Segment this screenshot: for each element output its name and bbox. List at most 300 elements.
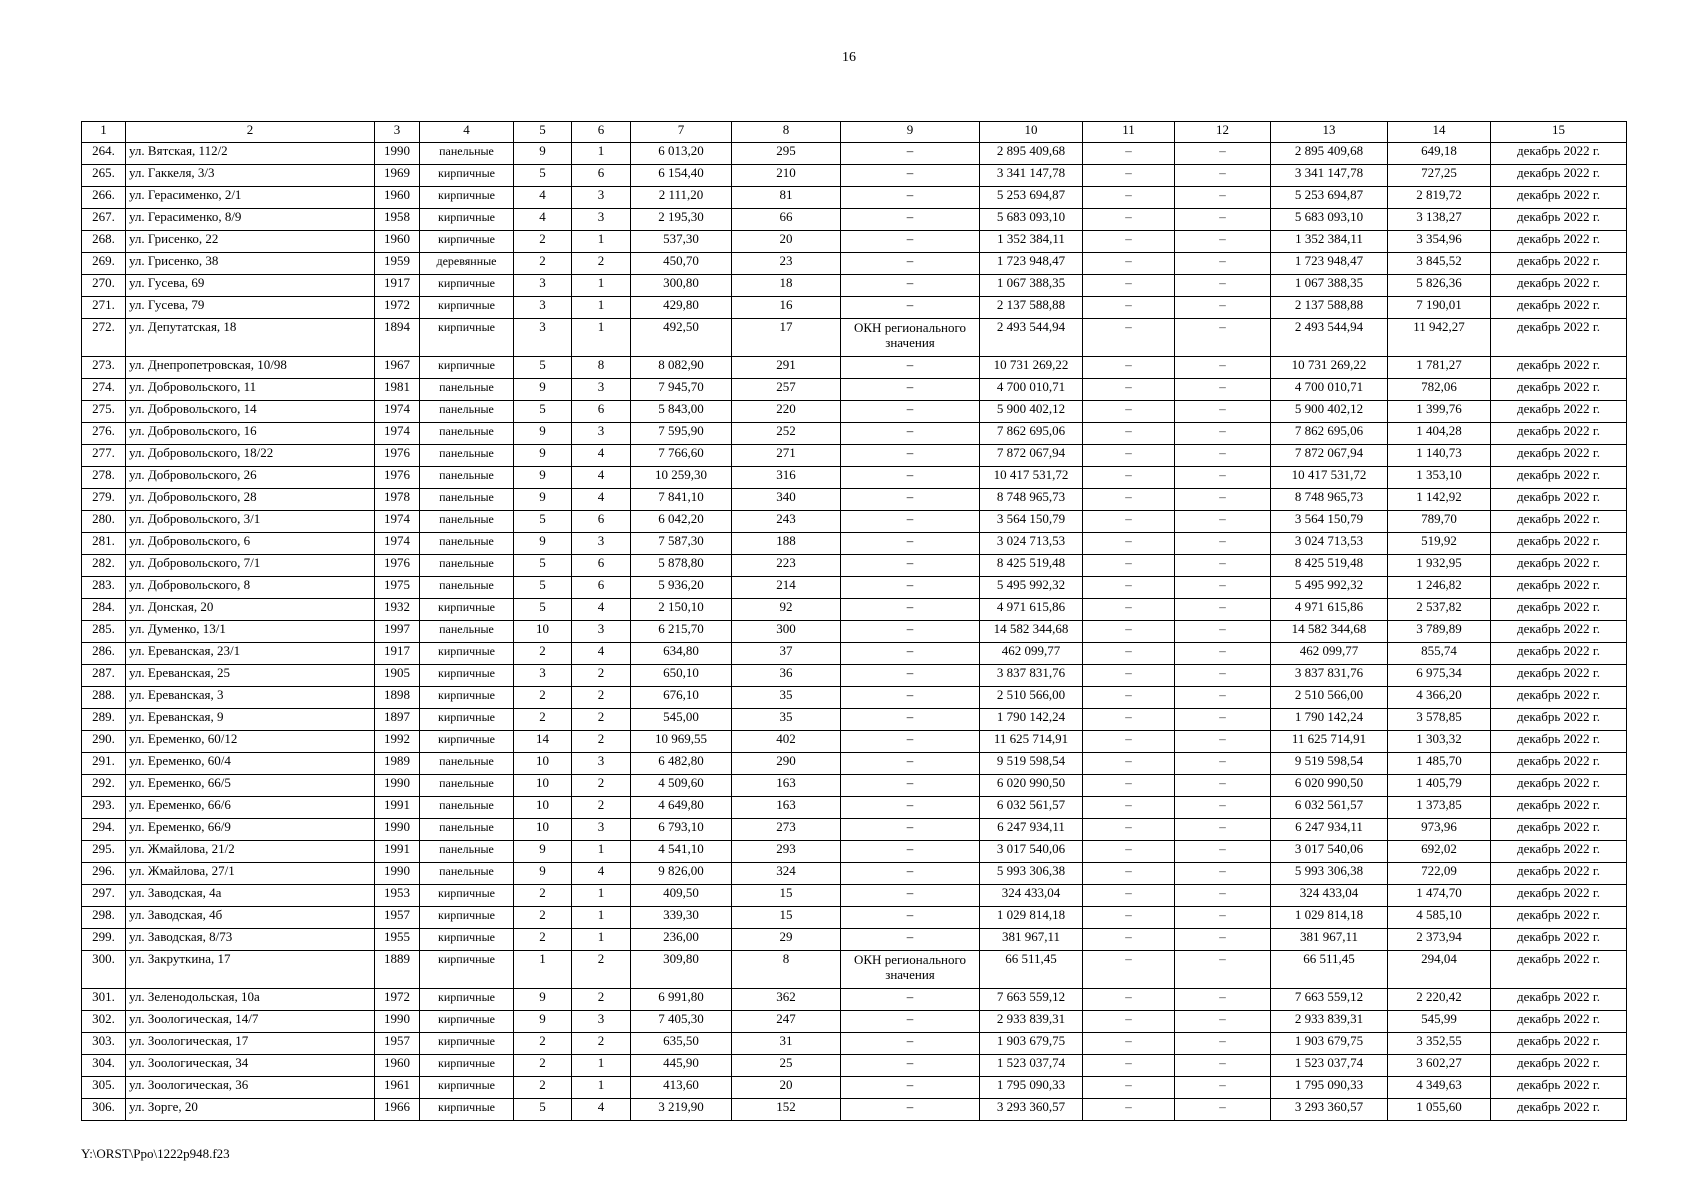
cell-total-area: 5 843,00 bbox=[631, 401, 732, 423]
cell-col-12: – bbox=[1175, 929, 1271, 951]
cell-row-number: 300. bbox=[82, 951, 126, 989]
table-row bbox=[82, 665, 1627, 687]
cell-total-cost: 14 582 344,68 bbox=[980, 621, 1083, 643]
cell-row-number: 274. bbox=[82, 379, 126, 401]
cell-col-12: – bbox=[1175, 379, 1271, 401]
table-row bbox=[82, 253, 1627, 275]
cell-deadline: декабрь 2022 г. bbox=[1491, 1099, 1627, 1121]
cell-wall-material: кирпичные bbox=[420, 231, 514, 253]
cell-wall-material: панельные bbox=[420, 775, 514, 797]
cell-col-12: – bbox=[1175, 165, 1271, 187]
cell-address: ул. Добровольского, 18/22 bbox=[126, 445, 375, 467]
cell-wall-material: кирпичные bbox=[420, 687, 514, 709]
cell-wall-material: кирпичные bbox=[420, 187, 514, 209]
table-row bbox=[82, 357, 1627, 379]
header-cell-8: 8 bbox=[732, 122, 841, 143]
cell-entrances: 2 bbox=[572, 797, 631, 819]
cell-deadline: декабрь 2022 г. bbox=[1491, 599, 1627, 621]
cell-wall-material: панельные bbox=[420, 621, 514, 643]
cell-col-11: – bbox=[1083, 1099, 1175, 1121]
cell-address: ул. Заводская, 4а bbox=[126, 885, 375, 907]
cell-cost-per-sqm: 1 474,70 bbox=[1388, 885, 1491, 907]
cell-wall-material: панельные bbox=[420, 819, 514, 841]
cell-row-number: 265. bbox=[82, 165, 126, 187]
cell-residents: 23 bbox=[732, 253, 841, 275]
cell-entrances: 2 bbox=[572, 989, 631, 1011]
cell-col-12: – bbox=[1175, 555, 1271, 577]
cell-residents: 163 bbox=[732, 797, 841, 819]
cell-col-13-cost: 2 137 588,88 bbox=[1271, 297, 1388, 319]
cell-entrances: 4 bbox=[572, 1099, 631, 1121]
cell-floors: 10 bbox=[514, 797, 572, 819]
cell-cost-per-sqm: 7 190,01 bbox=[1388, 297, 1491, 319]
table-row bbox=[82, 401, 1627, 423]
cell-entrances: 2 bbox=[572, 1033, 631, 1055]
cell-floors: 9 bbox=[514, 445, 572, 467]
cell-heritage-status: – bbox=[841, 929, 980, 951]
cell-col-13-cost: 5 253 694,87 bbox=[1271, 187, 1388, 209]
cell-total-cost: 9 519 598,54 bbox=[980, 753, 1083, 775]
cell-floors: 2 bbox=[514, 907, 572, 929]
cell-total-area: 7 595,90 bbox=[631, 423, 732, 445]
cell-cost-per-sqm: 1 142,92 bbox=[1388, 489, 1491, 511]
table-row bbox=[82, 275, 1627, 297]
cell-address: ул. Зоологическая, 36 bbox=[126, 1077, 375, 1099]
cell-col-11: – bbox=[1083, 687, 1175, 709]
cell-total-cost: 66 511,45 bbox=[980, 951, 1083, 989]
cell-col-13-cost: 6 020 990,50 bbox=[1271, 775, 1388, 797]
cell-entrances: 2 bbox=[572, 253, 631, 275]
cell-total-cost: 462 099,77 bbox=[980, 643, 1083, 665]
cell-col-13-cost: 5 900 402,12 bbox=[1271, 401, 1388, 423]
cell-year-built: 1917 bbox=[375, 643, 420, 665]
cell-wall-material: панельные bbox=[420, 577, 514, 599]
cell-col-12: – bbox=[1175, 665, 1271, 687]
cell-residents: 223 bbox=[732, 555, 841, 577]
cell-col-12: – bbox=[1175, 753, 1271, 775]
cell-floors: 2 bbox=[514, 929, 572, 951]
cell-heritage-status: – bbox=[841, 643, 980, 665]
cell-address: ул. Заводская, 8/73 bbox=[126, 929, 375, 951]
cell-row-number: 282. bbox=[82, 555, 126, 577]
cell-total-cost: 4 700 010,71 bbox=[980, 379, 1083, 401]
header-cell-2: 2 bbox=[126, 122, 375, 143]
cell-col-11: – bbox=[1083, 187, 1175, 209]
cell-row-number: 302. bbox=[82, 1011, 126, 1033]
cell-total-cost: 6 020 990,50 bbox=[980, 775, 1083, 797]
cell-floors: 5 bbox=[514, 165, 572, 187]
cell-entrances: 3 bbox=[572, 209, 631, 231]
cell-year-built: 1992 bbox=[375, 731, 420, 753]
cell-year-built: 1932 bbox=[375, 599, 420, 621]
cell-total-cost: 3 564 150,79 bbox=[980, 511, 1083, 533]
cell-address: ул. Ереванская, 23/1 bbox=[126, 643, 375, 665]
cell-heritage-status: – bbox=[841, 511, 980, 533]
cell-address: ул. Герасименко, 2/1 bbox=[126, 187, 375, 209]
cell-col-13-cost: 3 564 150,79 bbox=[1271, 511, 1388, 533]
cell-col-13-cost: 8 425 519,48 bbox=[1271, 555, 1388, 577]
cell-col-12: – bbox=[1175, 863, 1271, 885]
cell-wall-material: панельные bbox=[420, 511, 514, 533]
cell-floors: 9 bbox=[514, 863, 572, 885]
cell-wall-material: кирпичные bbox=[420, 209, 514, 231]
cell-col-12: – bbox=[1175, 357, 1271, 379]
cell-residents: 37 bbox=[732, 643, 841, 665]
cell-col-12: – bbox=[1175, 709, 1271, 731]
cell-entrances: 2 bbox=[572, 731, 631, 753]
cell-row-number: 287. bbox=[82, 665, 126, 687]
cell-col-11: – bbox=[1083, 599, 1175, 621]
table-row bbox=[82, 143, 1627, 165]
cell-col-13-cost: 1 352 384,11 bbox=[1271, 231, 1388, 253]
cell-col-11: – bbox=[1083, 297, 1175, 319]
cell-deadline: декабрь 2022 г. bbox=[1491, 687, 1627, 709]
cell-address: ул. Ереванская, 3 bbox=[126, 687, 375, 709]
cell-cost-per-sqm: 5 826,36 bbox=[1388, 275, 1491, 297]
cell-row-number: 279. bbox=[82, 489, 126, 511]
cell-address: ул. Гусева, 79 bbox=[126, 297, 375, 319]
cell-wall-material: панельные bbox=[420, 143, 514, 165]
cell-cost-per-sqm: 3 578,85 bbox=[1388, 709, 1491, 731]
cell-address: ул. Еременко, 60/4 bbox=[126, 753, 375, 775]
cell-deadline: декабрь 2022 г. bbox=[1491, 797, 1627, 819]
cell-year-built: 1990 bbox=[375, 143, 420, 165]
cell-col-13-cost: 324 433,04 bbox=[1271, 885, 1388, 907]
cell-entrances: 2 bbox=[572, 687, 631, 709]
cell-cost-per-sqm: 545,99 bbox=[1388, 1011, 1491, 1033]
cell-wall-material: кирпичные bbox=[420, 929, 514, 951]
cell-total-area: 10 969,55 bbox=[631, 731, 732, 753]
cell-col-11: – bbox=[1083, 1055, 1175, 1077]
housing-table-container bbox=[81, 121, 1626, 1121]
cell-year-built: 1990 bbox=[375, 775, 420, 797]
cell-entrances: 4 bbox=[572, 863, 631, 885]
cell-cost-per-sqm: 3 138,27 bbox=[1388, 209, 1491, 231]
cell-address: ул. Добровольского, 7/1 bbox=[126, 555, 375, 577]
cell-col-11: – bbox=[1083, 775, 1175, 797]
cell-col-13-cost: 7 663 559,12 bbox=[1271, 989, 1388, 1011]
cell-row-number: 296. bbox=[82, 863, 126, 885]
cell-wall-material: панельные bbox=[420, 445, 514, 467]
cell-deadline: декабрь 2022 г. bbox=[1491, 511, 1627, 533]
cell-heritage-status: – bbox=[841, 709, 980, 731]
cell-entrances: 4 bbox=[572, 467, 631, 489]
cell-residents: 92 bbox=[732, 599, 841, 621]
cell-col-11: – bbox=[1083, 951, 1175, 989]
cell-col-11: – bbox=[1083, 907, 1175, 929]
cell-year-built: 1961 bbox=[375, 1077, 420, 1099]
cell-year-built: 1967 bbox=[375, 357, 420, 379]
cell-total-cost: 1 352 384,11 bbox=[980, 231, 1083, 253]
cell-deadline: декабрь 2022 г. bbox=[1491, 401, 1627, 423]
cell-total-area: 635,50 bbox=[631, 1033, 732, 1055]
cell-entrances: 4 bbox=[572, 445, 631, 467]
cell-total-cost: 1 903 679,75 bbox=[980, 1033, 1083, 1055]
cell-entrances: 1 bbox=[572, 143, 631, 165]
cell-col-11: – bbox=[1083, 863, 1175, 885]
cell-address: ул. Ереванская, 9 bbox=[126, 709, 375, 731]
cell-total-cost: 3 024 713,53 bbox=[980, 533, 1083, 555]
cell-total-area: 236,00 bbox=[631, 929, 732, 951]
cell-row-number: 266. bbox=[82, 187, 126, 209]
cell-year-built: 1991 bbox=[375, 841, 420, 863]
cell-heritage-status: – bbox=[841, 1077, 980, 1099]
cell-row-number: 272. bbox=[82, 319, 126, 357]
cell-col-11: – bbox=[1083, 379, 1175, 401]
cell-wall-material: кирпичные bbox=[420, 275, 514, 297]
table-row bbox=[82, 165, 1627, 187]
cell-year-built: 1894 bbox=[375, 319, 420, 357]
cell-cost-per-sqm: 1 485,70 bbox=[1388, 753, 1491, 775]
cell-year-built: 1997 bbox=[375, 621, 420, 643]
cell-address: ул. Депутатская, 18 bbox=[126, 319, 375, 357]
cell-year-built: 1990 bbox=[375, 819, 420, 841]
cell-floors: 9 bbox=[514, 989, 572, 1011]
cell-col-13-cost: 3 017 540,06 bbox=[1271, 841, 1388, 863]
cell-deadline: декабрь 2022 г. bbox=[1491, 665, 1627, 687]
cell-residents: 15 bbox=[732, 885, 841, 907]
cell-floors: 9 bbox=[514, 533, 572, 555]
cell-address: ул. Ереванская, 25 bbox=[126, 665, 375, 687]
cell-col-12: – bbox=[1175, 423, 1271, 445]
table-row bbox=[82, 907, 1627, 929]
cell-year-built: 1969 bbox=[375, 165, 420, 187]
cell-total-area: 537,30 bbox=[631, 231, 732, 253]
table-row bbox=[82, 951, 1627, 989]
cell-wall-material: панельные bbox=[420, 489, 514, 511]
table-body bbox=[82, 122, 1627, 1121]
cell-cost-per-sqm: 294,04 bbox=[1388, 951, 1491, 989]
cell-col-13-cost: 6 032 561,57 bbox=[1271, 797, 1388, 819]
cell-entrances: 1 bbox=[572, 1055, 631, 1077]
cell-total-area: 445,90 bbox=[631, 1055, 732, 1077]
header-cell-9: 9 bbox=[841, 122, 980, 143]
cell-col-11: – bbox=[1083, 731, 1175, 753]
cell-year-built: 1966 bbox=[375, 1099, 420, 1121]
cell-row-number: 291. bbox=[82, 753, 126, 775]
cell-col-13-cost: 1 790 142,24 bbox=[1271, 709, 1388, 731]
cell-row-number: 283. bbox=[82, 577, 126, 599]
cell-wall-material: кирпичные bbox=[420, 319, 514, 357]
cell-year-built: 1975 bbox=[375, 577, 420, 599]
cell-deadline: декабрь 2022 г. bbox=[1491, 253, 1627, 275]
cell-deadline: декабрь 2022 г. bbox=[1491, 885, 1627, 907]
cell-address: ул. Закруткина, 17 bbox=[126, 951, 375, 989]
cell-cost-per-sqm: 855,74 bbox=[1388, 643, 1491, 665]
cell-heritage-status: – bbox=[841, 797, 980, 819]
cell-total-cost: 3 017 540,06 bbox=[980, 841, 1083, 863]
cell-address: ул. Заводская, 4б bbox=[126, 907, 375, 929]
header-cell-12: 12 bbox=[1175, 122, 1271, 143]
cell-wall-material: кирпичные bbox=[420, 1055, 514, 1077]
cell-wall-material: кирпичные bbox=[420, 709, 514, 731]
cell-heritage-status: – bbox=[841, 819, 980, 841]
header-cell-1: 1 bbox=[82, 122, 126, 143]
cell-col-13-cost: 3 341 147,78 bbox=[1271, 165, 1388, 187]
cell-col-11: – bbox=[1083, 643, 1175, 665]
cell-total-cost: 1 523 037,74 bbox=[980, 1055, 1083, 1077]
cell-address: ул. Жмайлова, 27/1 bbox=[126, 863, 375, 885]
cell-heritage-status: – bbox=[841, 989, 980, 1011]
cell-floors: 3 bbox=[514, 665, 572, 687]
cell-entrances: 1 bbox=[572, 841, 631, 863]
cell-address: ул. Днепропетровская, 10/98 bbox=[126, 357, 375, 379]
cell-residents: 316 bbox=[732, 467, 841, 489]
cell-address: ул. Донская, 20 bbox=[126, 599, 375, 621]
cell-entrances: 3 bbox=[572, 1011, 631, 1033]
cell-heritage-status: – bbox=[841, 885, 980, 907]
cell-cost-per-sqm: 2 819,72 bbox=[1388, 187, 1491, 209]
cell-residents: 257 bbox=[732, 379, 841, 401]
cell-col-13-cost: 381 967,11 bbox=[1271, 929, 1388, 951]
cell-total-area: 10 259,30 bbox=[631, 467, 732, 489]
cell-heritage-status: – bbox=[841, 445, 980, 467]
cell-col-11: – bbox=[1083, 577, 1175, 599]
cell-wall-material: кирпичные bbox=[420, 357, 514, 379]
cell-floors: 2 bbox=[514, 709, 572, 731]
table-row bbox=[82, 989, 1627, 1011]
cell-wall-material: кирпичные bbox=[420, 907, 514, 929]
cell-deadline: декабрь 2022 г. bbox=[1491, 1077, 1627, 1099]
cell-year-built: 1974 bbox=[375, 401, 420, 423]
cell-residents: 29 bbox=[732, 929, 841, 951]
cell-total-area: 7 405,30 bbox=[631, 1011, 732, 1033]
cell-residents: 324 bbox=[732, 863, 841, 885]
cell-total-area: 409,50 bbox=[631, 885, 732, 907]
cell-entrances: 4 bbox=[572, 599, 631, 621]
cell-floors: 5 bbox=[514, 577, 572, 599]
cell-row-number: 298. bbox=[82, 907, 126, 929]
cell-cost-per-sqm: 1 932,95 bbox=[1388, 555, 1491, 577]
cell-total-area: 4 509,60 bbox=[631, 775, 732, 797]
cell-row-number: 268. bbox=[82, 231, 126, 253]
cell-residents: 163 bbox=[732, 775, 841, 797]
cell-col-13-cost: 11 625 714,91 bbox=[1271, 731, 1388, 753]
footer-file-path: Y:\ORST\Ppo\1222p948.f23 bbox=[81, 1146, 230, 1161]
cell-wall-material: кирпичные bbox=[420, 1077, 514, 1099]
cell-floors: 2 bbox=[514, 1055, 572, 1077]
cell-floors: 3 bbox=[514, 297, 572, 319]
cell-col-12: – bbox=[1175, 319, 1271, 357]
cell-total-cost: 6 247 934,11 bbox=[980, 819, 1083, 841]
cell-cost-per-sqm: 3 602,27 bbox=[1388, 1055, 1491, 1077]
cell-residents: 17 bbox=[732, 319, 841, 357]
header-cell-13: 13 bbox=[1271, 122, 1388, 143]
cell-cost-per-sqm: 649,18 bbox=[1388, 143, 1491, 165]
cell-total-area: 339,30 bbox=[631, 907, 732, 929]
table-row bbox=[82, 731, 1627, 753]
cell-entrances: 6 bbox=[572, 165, 631, 187]
cell-deadline: декабрь 2022 г. bbox=[1491, 753, 1627, 775]
cell-wall-material: кирпичные bbox=[420, 643, 514, 665]
cell-total-cost: 8 748 965,73 bbox=[980, 489, 1083, 511]
cell-heritage-status: – bbox=[841, 253, 980, 275]
cell-year-built: 1959 bbox=[375, 253, 420, 275]
cell-entrances: 3 bbox=[572, 533, 631, 555]
cell-residents: 252 bbox=[732, 423, 841, 445]
cell-address: ул. Добровольского, 6 bbox=[126, 533, 375, 555]
cell-total-area: 4 541,10 bbox=[631, 841, 732, 863]
cell-address: ул. Зорге, 20 bbox=[126, 1099, 375, 1121]
cell-total-cost: 2 933 839,31 bbox=[980, 1011, 1083, 1033]
cell-deadline: декабрь 2022 г. bbox=[1491, 929, 1627, 951]
table-row bbox=[82, 231, 1627, 253]
cell-floors: 9 bbox=[514, 1011, 572, 1033]
cell-col-12: – bbox=[1175, 599, 1271, 621]
cell-cost-per-sqm: 3 845,52 bbox=[1388, 253, 1491, 275]
cell-total-area: 634,80 bbox=[631, 643, 732, 665]
cell-deadline: декабрь 2022 г. bbox=[1491, 357, 1627, 379]
cell-entrances: 3 bbox=[572, 819, 631, 841]
cell-residents: 273 bbox=[732, 819, 841, 841]
cell-col-13-cost: 5 495 992,32 bbox=[1271, 577, 1388, 599]
cell-heritage-status: – bbox=[841, 577, 980, 599]
cell-year-built: 1972 bbox=[375, 989, 420, 1011]
cell-entrances: 1 bbox=[572, 885, 631, 907]
cell-total-area: 309,80 bbox=[631, 951, 732, 989]
cell-row-number: 264. bbox=[82, 143, 126, 165]
cell-col-12: – bbox=[1175, 533, 1271, 555]
cell-entrances: 2 bbox=[572, 665, 631, 687]
cell-col-11: – bbox=[1083, 165, 1175, 187]
cell-total-cost: 7 862 695,06 bbox=[980, 423, 1083, 445]
cell-residents: 247 bbox=[732, 1011, 841, 1033]
table-row bbox=[82, 863, 1627, 885]
cell-deadline: декабрь 2022 г. bbox=[1491, 989, 1627, 1011]
cell-col-12: – bbox=[1175, 401, 1271, 423]
cell-year-built: 1960 bbox=[375, 231, 420, 253]
table-row bbox=[82, 621, 1627, 643]
cell-row-number: 299. bbox=[82, 929, 126, 951]
cell-address: ул. Зоологическая, 17 bbox=[126, 1033, 375, 1055]
cell-heritage-status: – bbox=[841, 907, 980, 929]
cell-cost-per-sqm: 1 781,27 bbox=[1388, 357, 1491, 379]
cell-row-number: 278. bbox=[82, 467, 126, 489]
cell-cost-per-sqm: 2 220,42 bbox=[1388, 989, 1491, 1011]
cell-col-12: – bbox=[1175, 797, 1271, 819]
cell-total-cost: 2 137 588,88 bbox=[980, 297, 1083, 319]
cell-cost-per-sqm: 3 352,55 bbox=[1388, 1033, 1491, 1055]
cell-wall-material: панельные bbox=[420, 797, 514, 819]
cell-deadline: декабрь 2022 г. bbox=[1491, 577, 1627, 599]
cell-deadline: декабрь 2022 г. bbox=[1491, 709, 1627, 731]
cell-heritage-status: – bbox=[841, 1011, 980, 1033]
cell-col-12: – bbox=[1175, 253, 1271, 275]
cell-residents: 290 bbox=[732, 753, 841, 775]
cell-entrances: 2 bbox=[572, 951, 631, 989]
cell-heritage-status: – bbox=[841, 863, 980, 885]
cell-year-built: 1917 bbox=[375, 275, 420, 297]
cell-year-built: 1990 bbox=[375, 863, 420, 885]
cell-address: ул. Думенко, 13/1 bbox=[126, 621, 375, 643]
cell-deadline: декабрь 2022 г. bbox=[1491, 731, 1627, 753]
cell-wall-material: кирпичные bbox=[420, 599, 514, 621]
cell-deadline: декабрь 2022 г. bbox=[1491, 555, 1627, 577]
cell-total-area: 4 649,80 bbox=[631, 797, 732, 819]
cell-entrances: 1 bbox=[572, 319, 631, 357]
cell-heritage-status: ОКН регионального значения bbox=[841, 951, 980, 989]
cell-residents: 362 bbox=[732, 989, 841, 1011]
cell-col-12: – bbox=[1175, 297, 1271, 319]
table-row bbox=[82, 467, 1627, 489]
cell-deadline: декабрь 2022 г. bbox=[1491, 297, 1627, 319]
cell-col-12: – bbox=[1175, 511, 1271, 533]
cell-total-area: 6 215,70 bbox=[631, 621, 732, 643]
cell-deadline: декабрь 2022 г. bbox=[1491, 819, 1627, 841]
cell-address: ул. Герасименко, 8/9 bbox=[126, 209, 375, 231]
cell-col-11: – bbox=[1083, 467, 1175, 489]
cell-total-area: 413,60 bbox=[631, 1077, 732, 1099]
